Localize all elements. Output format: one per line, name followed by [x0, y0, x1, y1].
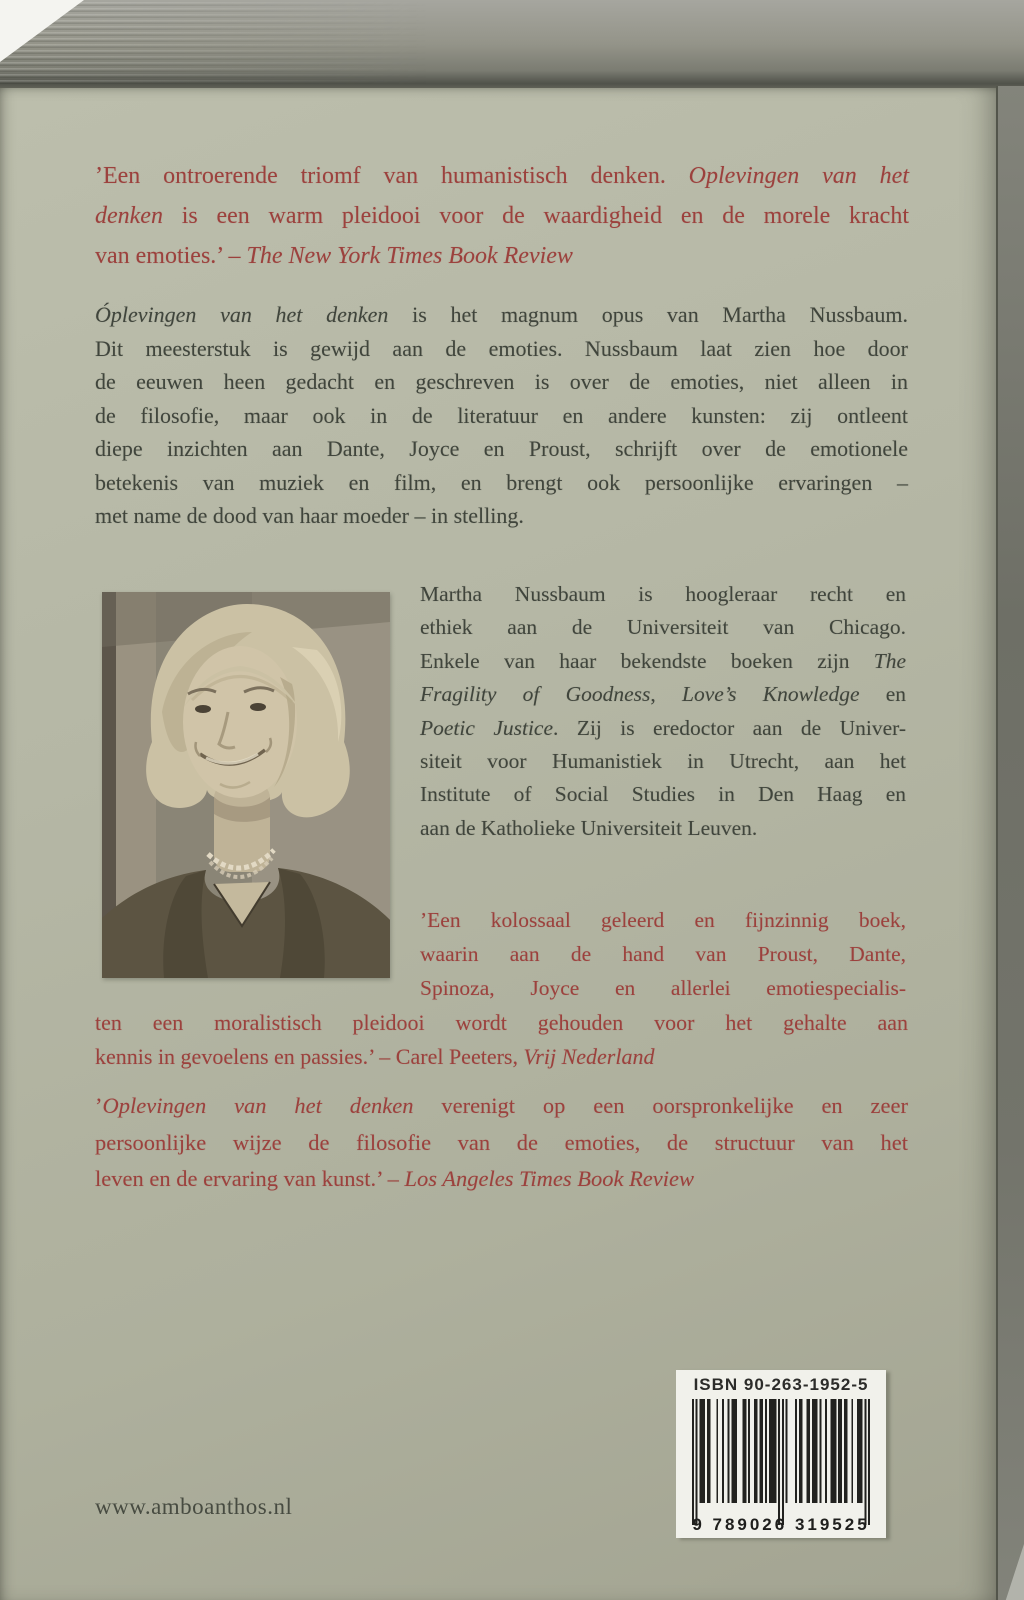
text-line: denken is een warm pleidooi voor de waardigheid en de morele kracht	[95, 203, 909, 229]
isbn-label: ISBN 90-263-1952-5	[693, 1375, 869, 1394]
website-url: www.amboanthos.nl	[95, 1494, 293, 1519]
review-quote-la-times	[95, 1088, 908, 1198]
barcode-digits: 9 789026 319525	[692, 1515, 870, 1534]
text-line: Dit meesterstuk is gewijd aan de emoties. Nussbaum laat zien hoe door	[95, 335, 908, 361]
review-quote-vrij-nederland	[420, 903, 906, 1005]
text-line: Martha Nussbaum is hoogleraar recht en	[420, 582, 906, 606]
text-line: de filosofie, maar ook in de literatuur en andere kunsten: zij ontleent	[95, 402, 908, 428]
text-line: betekenis van muziek en film, en brengt ook persoonlijke ervaringen –	[95, 469, 908, 495]
text-line: leven en de ervaring van kunst.’ – Los Angeles Times Book Review	[95, 1166, 695, 1191]
book-synopsis	[95, 298, 908, 533]
text-line: ’Een ontroerende triomf van humanistisch denken. Oplevingen van het	[95, 163, 909, 189]
barcode-bars	[692, 1399, 870, 1525]
text-line: Spinoza, Joyce en allerlei emotiespecialis-	[420, 976, 906, 1000]
review-quote-vrij-nederland-continued	[95, 1006, 908, 1073]
text-line: met name de dood van haar moeder – in stelling.	[95, 503, 524, 528]
text-line: diepe inzichten aan Dante, Joyce en Proust, schrijft over de emotionele	[95, 436, 908, 461]
book-right-edge	[996, 86, 1024, 1600]
text-line: ’Een kolossaal geleerd en fijnzinnig boek,	[420, 908, 906, 932]
text-line: siteit voor Humanistiek in Utrecht, aan het	[420, 749, 906, 774]
author-photo-martha-nussbaum	[102, 592, 390, 978]
review-quote-nyt	[95, 156, 909, 276]
text-line: ten een moralistisch pleidooi wordt gehouden voor het gehalte aan	[95, 1010, 908, 1035]
text-line: ’Oplevingen van het denken verenigt op een oorspronkelijke en zeer	[95, 1093, 908, 1118]
book-pages-top-edge	[0, 0, 1024, 88]
text-line: aan de Katholieke Universiteit Leuven.	[420, 815, 758, 840]
text-line: Fragility of Goodness, Love’s Knowledge en	[420, 682, 906, 707]
text-line: de eeuwen heen gedacht en geschreven is over de emoties, niet alleen in	[95, 369, 908, 394]
text-line: Enkele van haar bekendste boeken zijn The	[420, 648, 906, 673]
author-bio	[420, 578, 906, 845]
text-line: Óplevingen van het denken is het magnum opus van Martha Nussbaum.	[95, 302, 908, 327]
isbn-barcode	[676, 1370, 886, 1538]
text-line: kennis in gevoelens en passies.’ – Carel Peeters, Vrij Nederland	[95, 1043, 655, 1069]
text-line: Poetic Justice. Zij is eredoctor aan de Univer-	[420, 715, 907, 740]
text-line: van emoties.’ – The New York Times Book Review	[95, 243, 573, 269]
text-line: persoonlijke wijze de filosofie van de emoties, de structuur van het	[95, 1129, 908, 1155]
text-line: ethiek aan de Universiteit van Chicago.	[420, 615, 906, 640]
text-line: waarin aan de hand van Proust, Dante,	[420, 942, 906, 966]
text-line: Institute of Social Studies in Den Haag en	[420, 782, 906, 807]
